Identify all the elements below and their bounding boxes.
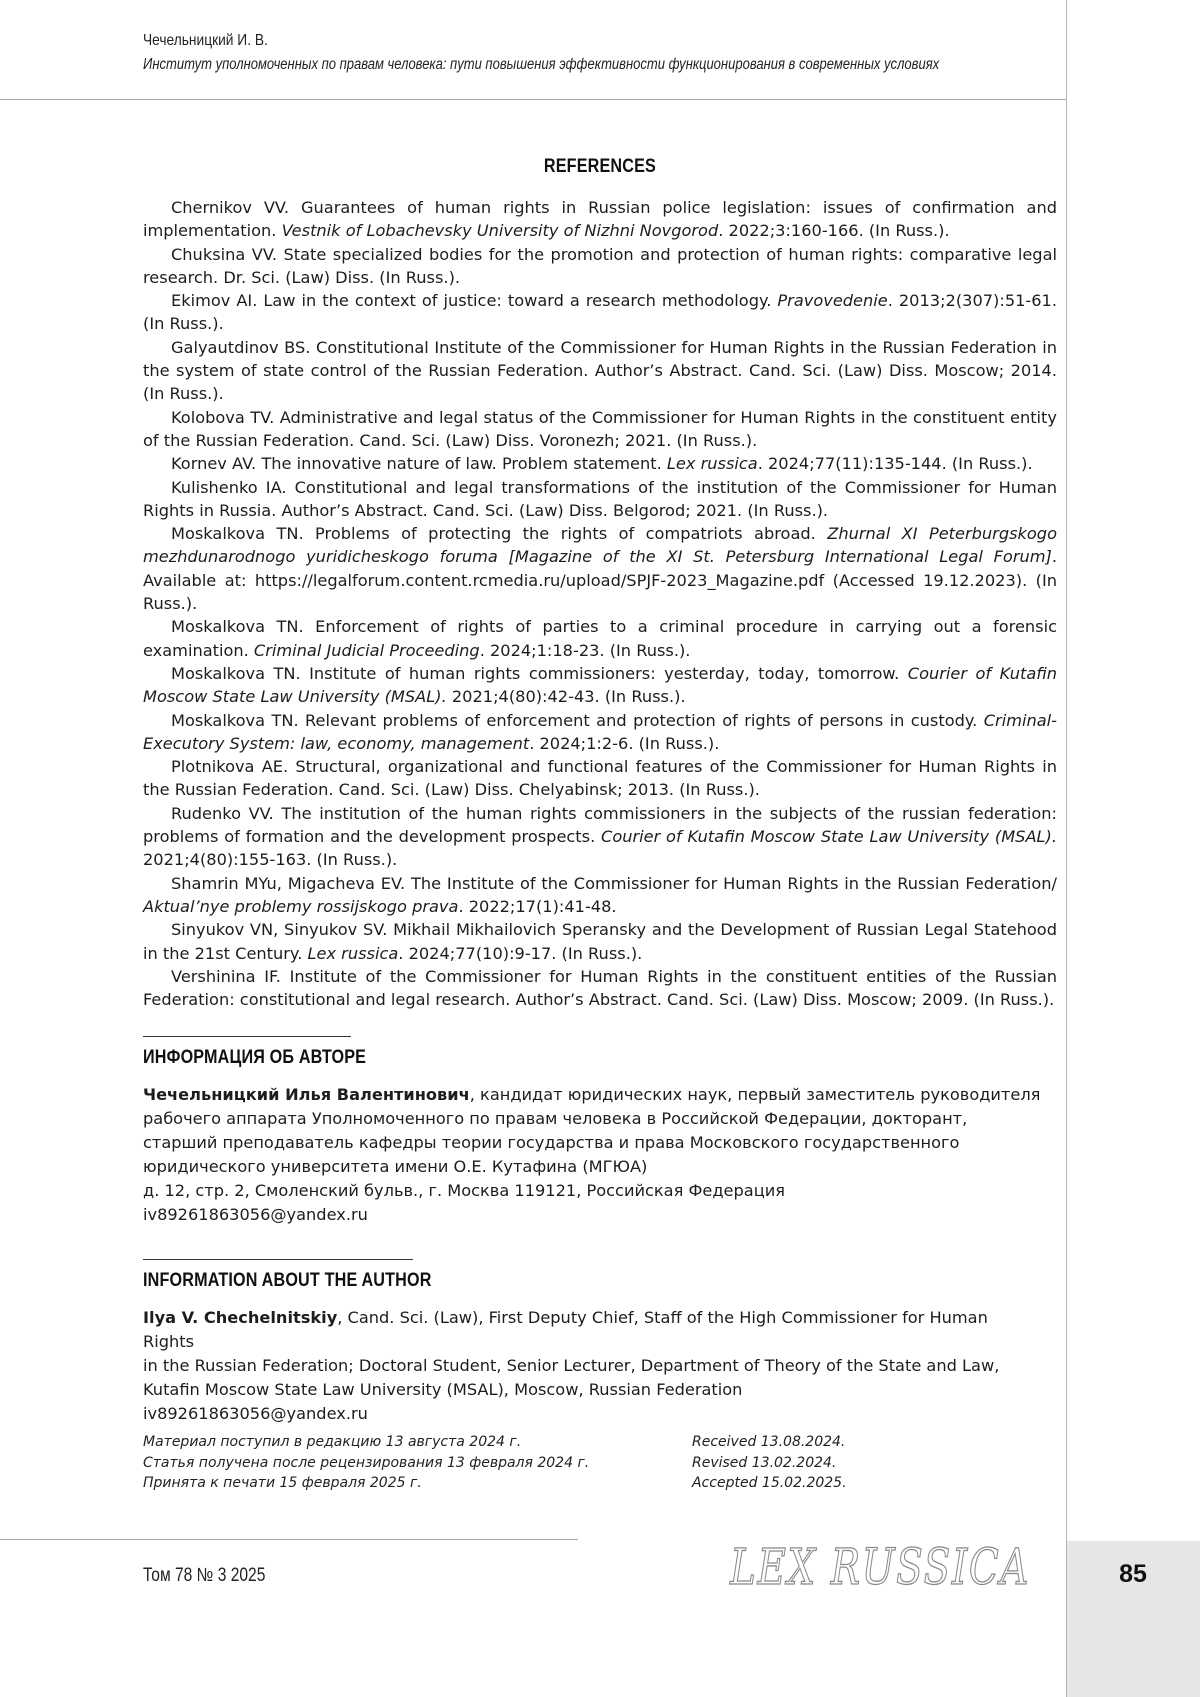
reference-item	[143, 709, 1057, 756]
journal-logo-text: LEX RUSSICA	[729, 1538, 1030, 1596]
running-head-title: Институт уполномоченных по правам человека: пути повышения эффективности функционирования в современных условиях	[143, 56, 940, 73]
reference-item	[143, 452, 1057, 475]
reference-text: Moskalkova TN. Problems of protecting the rights of compatriots abroad.	[171, 524, 828, 544]
page-number: 85	[1119, 1560, 1147, 1588]
author-en-heading: INFORMATION ABOUT THE AUTHOR	[143, 1270, 432, 1291]
reference-journal: Zhurnal XI Peterburgskogo mezhdunarodnogo yuridicheskogo foruma [Magazine of the XI St. Petersburg International Legal Forum]	[143, 524, 1057, 567]
reference-tail: . 2022;3:160-166. (In Russ.).	[718, 221, 950, 241]
author-en-description: , Cand. Sci. (Law), First Deputy Chief, Staff of the High Commissioner for Human Rights	[143, 1308, 988, 1351]
date-accepted-en: Accepted 15.02.2025.	[692, 1475, 847, 1491]
reference-item	[143, 522, 1057, 615]
reference-tail: . 2024;1:2-6. (In Russ.).	[529, 733, 720, 753]
reference-item	[143, 965, 1057, 1012]
date-received-ru: Материал поступил в редакцию 13 августа 2024 г.	[143, 1434, 522, 1450]
author-en-name: Ilya V. Chechelnitskiy	[143, 1308, 338, 1327]
reference-item	[143, 872, 1057, 919]
reference-journal: Lex russica	[307, 943, 399, 963]
reference-text: Sinyukov VN, Sinyukov SV. Mikhail Mikhailovich Speransky and the Development of Russian Legal Statehood in the 21st Century.	[143, 920, 1057, 963]
reference-tail: 2021;4(80):42-43. (In Russ.).	[446, 687, 686, 707]
reference-text: Ekimov AI. Law in the context of justice: toward a research methodology.	[171, 291, 778, 311]
reference-text: Kulishenko IA. Constitutional and legal transformations of the institution of the Commissioner for Human Rights in Russia. Author’s Abstract. Cand. Sci. (Law) Diss. Belgorod; 2021. (In Russ.).	[143, 477, 1057, 520]
reference-tail: 2021;4(80):155-163. (In Russ.).	[143, 850, 398, 870]
page-margin-sidebar	[1066, 0, 1200, 1697]
reference-item	[143, 406, 1057, 453]
reference-journal: Aktual’nye problemy rossijskogo prava	[143, 896, 459, 916]
reference-journal: Lex russica	[666, 454, 758, 474]
reference-item	[143, 615, 1057, 662]
reference-tail: . Available at: https://legalforum.content.rcmedia.ru/upload/SPJF-2023_Magazine.pdf (Accessed 19.12.2023). (In Russ.).	[143, 547, 1057, 614]
date-accepted-ru: Принята к печати 15 февраля 2025 г.	[143, 1475, 422, 1491]
author-ru-line: старший преподаватель кафедры теории государства и права Московского государственного	[143, 1133, 960, 1152]
author-en-email: iv89261863056@yandex.ru	[143, 1404, 368, 1423]
reference-text: Kolobova TV. Administrative and legal status of the Commissioner for Human Rights in the constituent entity of the Russian Federation. Cand. Sci. (Law) Diss. Voronezh; 2021. (In Russ.).	[143, 407, 1057, 450]
reference-text: Galyautdinov BS. Constitutional Institute of the Commissioner for Human Rights in the Russian Federation in the system of state control of the Russian Federation. Author’s Abstract. Cand. Sci. (Law) Diss. Moscow; 2014. (In Russ.).	[143, 337, 1057, 404]
article-dates-ru	[143, 1432, 589, 1494]
author-en-rule	[143, 1259, 413, 1260]
article-dates-en	[692, 1432, 847, 1494]
running-head-author: Чечельницкий И. В.	[143, 32, 268, 49]
reference-journal: Pravovedenie	[777, 291, 888, 311]
reference-text: Chernikov VV. Guarantees of human rights in Russian police legislation: issues of confirmation and implementation.	[143, 198, 1057, 241]
reference-tail: . 2024;77(10):9-17. (In Russ.).	[398, 943, 643, 963]
reference-tail: . 2024;77(11):135-144. (In Russ.).	[757, 454, 1033, 474]
reference-text: Moskalkova TN. Enforcement of rights of parties to a criminal procedure in carrying out a forensic examination.	[143, 617, 1057, 660]
reference-item	[143, 918, 1057, 965]
date-received-en: Received 13.08.2024.	[692, 1434, 846, 1450]
reference-journal: Criminal Judicial Proceeding	[253, 640, 480, 660]
author-ru-email: iv89261863056@yandex.ru	[143, 1205, 368, 1224]
reference-journal: Criminal-Executory System: law, economy, management	[143, 710, 1057, 753]
reference-text: Plotnikova AE. Structural, organizational and functional features of the Commissioner for Human Rights in the Russian Federation. Cand. Sci. (Law) Diss. Chelyabinsk; 2013. (In Russ.).	[143, 757, 1057, 800]
footer-divider	[0, 1539, 578, 1540]
author-ru-address: д. 12, стр. 2, Смоленский бульв., г. Москва 119121, Российская Федерация	[143, 1181, 785, 1200]
header-divider	[0, 99, 1066, 100]
author-en-first-line	[143, 1306, 1043, 1354]
journal-logo	[725, 1536, 1035, 1596]
reference-tail: . 2024;1:18-23. (In Russ.).	[479, 640, 691, 660]
author-ru-line: рабочего аппарата Уполномоченного по правам человека в Российской Федерации, докторант,	[143, 1109, 968, 1128]
reference-journal: Courier of Kutafin Moscow State Law University (MSAL).	[601, 827, 1057, 847]
reference-text: Kornev AV. The innovative nature of law. Problem statement.	[171, 454, 667, 474]
reference-item	[143, 755, 1057, 802]
reference-item	[143, 662, 1057, 709]
references-list	[143, 196, 1057, 1011]
author-ru-description: , кандидат юридических наук, первый заместитель руководителя	[469, 1085, 1041, 1104]
reference-text: Vershinina IF. Institute of the Commissioner for Human Rights in the constituent entities of the Russian Federation: constitutional and legal research. Author’s Abstract. Cand. Sci. (Law) Diss. Moscow; 2009. (In Russ.).	[143, 966, 1057, 1010]
reference-text: Chuksina VV. State specialized bodies for the promotion and protection of human rights: comparative legal research. Dr. Sci. (Law) Diss. (In Russ.).	[143, 244, 1057, 287]
reference-item	[143, 289, 1057, 336]
author-ru-name: Чечельницкий Илья Валентинович	[143, 1085, 470, 1104]
author-ru-heading: ИНФОРМАЦИЯ ОБ АВТОРЕ	[143, 1047, 367, 1068]
reference-text: Shamrin MYu, Migacheva EV. The Institute of the Commissioner for Human Rights in the Russian Federation/	[171, 873, 1057, 893]
reference-item	[143, 243, 1057, 290]
date-revised-en: Revised 13.02.2024.	[692, 1454, 837, 1471]
reference-text: Rudenko VV. The institution of the human rights commissioners in the subjects of the russian federation: problems of formation and the development prospects.	[143, 803, 1057, 847]
reference-tail: . 2022;17(1):41-48.	[458, 896, 617, 916]
author-en-info	[143, 1306, 1043, 1426]
reference-text: Moskalkova TN. Relevant problems of enforcement and protection of rights of persons in custody.	[171, 710, 984, 730]
reference-item	[143, 476, 1057, 523]
date-revised-ru: Статья получена после рецензирования 13 февраля 2024 г.	[143, 1454, 590, 1471]
reference-tail: . 2013;2(307):51-61. (In Russ.).	[143, 291, 1057, 334]
references-heading	[0, 156, 1200, 178]
author-ru-line: юридического университета имени О.Е. Кутафина (МГЮА)	[143, 1157, 648, 1176]
reference-item	[143, 802, 1057, 872]
references-heading-text: REFERENCES	[543, 156, 657, 177]
reference-item	[143, 336, 1057, 406]
reference-item	[143, 196, 1057, 243]
reference-journal: Vestnik of Lobachevsky University of Nizhni Novgorod	[281, 221, 719, 241]
author-en-line: in the Russian Federation; Doctoral Student, Senior Lecturer, Department of Theory of the State and Law,	[143, 1356, 1000, 1375]
reference-text: Moskalkova TN. Institute of human rights commissioners: yesterday, today, tomorrow.	[171, 663, 908, 683]
author-ru-rule	[143, 1036, 351, 1037]
author-ru-first-line	[143, 1083, 1043, 1107]
author-ru-info	[143, 1083, 1043, 1227]
journal-volume: Том 78 № 3 2025	[143, 1565, 266, 1586]
author-en-line: Kutafin Moscow State Law University (MSAL), Moscow, Russian Federation	[143, 1380, 743, 1399]
reference-journal: Courier of Kutafin Moscow State Law University (MSAL).	[143, 663, 1057, 707]
running-head	[143, 32, 1043, 74]
